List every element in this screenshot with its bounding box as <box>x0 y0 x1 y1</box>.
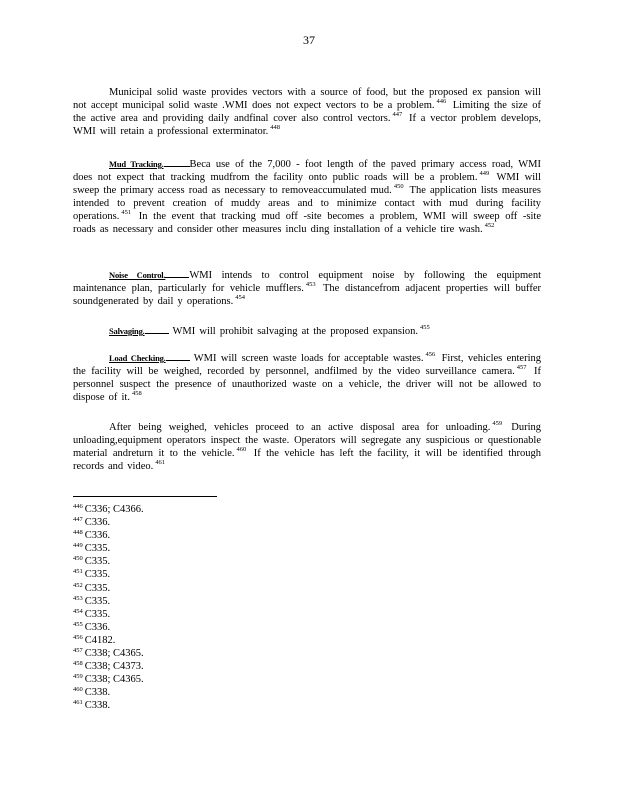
footnote-item <box>73 503 144 516</box>
paragraph-load-checking <box>73 351 541 404</box>
footnote-list <box>73 503 144 713</box>
footnote-number: 460 <box>73 686 83 694</box>
footnote-number: 458 <box>73 660 83 668</box>
footnote-number: 446 <box>73 503 83 510</box>
footnote-text: C336. <box>84 517 111 529</box>
footnote-item <box>73 608 144 621</box>
section-heading: Load Checking. <box>109 353 166 363</box>
footnote-ref[interactable]: 454 <box>235 294 245 302</box>
page-number: 37 <box>303 33 315 47</box>
footnote-text: C335. <box>84 595 111 607</box>
paragraph-text: Limiting the size of the active area and providing daily andfinal cover also control vectors. <box>73 100 541 125</box>
paragraph-noise-control <box>73 268 541 308</box>
footnote-text: C4182. <box>84 634 116 646</box>
paragraph-text: WMI will prohibit salvaging at the proposed expansion. <box>172 326 419 337</box>
heading-underline-gap <box>165 268 189 278</box>
footnote-text: C335. <box>84 608 111 620</box>
paragraph-salvaging <box>73 324 541 338</box>
footnote-item <box>73 529 144 542</box>
paragraph-unloading <box>73 421 541 473</box>
footnote-text: C335. <box>84 543 111 555</box>
footnote-text: C335. <box>84 582 111 594</box>
footnote-item <box>73 673 144 686</box>
footnote-text: C335. <box>84 556 111 568</box>
footnote-number: 450 <box>73 555 83 563</box>
footnote-item <box>73 634 144 647</box>
footnote-ref[interactable]: 452 <box>484 222 495 230</box>
paragraph-mud-tracking <box>73 157 541 237</box>
paragraph-text: WMI will sweep the primary access road as necessary to removeaccumulated mud. <box>73 172 542 197</box>
footnote-text: C335. <box>84 569 111 581</box>
footnote-item <box>73 647 144 660</box>
footnote-item <box>73 568 144 581</box>
paragraph-text: WMI intends to control equipment noise by following the equipment maintenance plan, particularly for vehicle mufflers. <box>73 270 541 295</box>
footnote-number: 455 <box>73 620 83 628</box>
footnote-item <box>73 582 144 595</box>
section-heading: Mud Tracking. <box>109 159 164 169</box>
footnote-text: C338; C4365. <box>84 674 144 686</box>
footnote-ref[interactable]: 457 <box>516 364 527 372</box>
section-heading: Noise Control. <box>109 270 166 280</box>
paragraph-text: During unloading,equipment operators inspect the waste. Operators will segregate any suspicious or questionable material andreturn it to the vehicle. <box>73 422 541 460</box>
footnote-number: 454 <box>73 607 83 615</box>
paragraph-text: Municipal solid waste provides vectors with a source of food, but the proposed ex pansion will not accept municipal solid waste .WMI does not expect vectors to be a problem. <box>73 87 541 112</box>
paragraph-vectors <box>73 86 541 138</box>
paragraph-text: The distancefrom adjacent properties will buffer soundgenerated by dail y operations. <box>73 283 542 308</box>
footnote-ref[interactable]: 450 <box>393 183 404 191</box>
footnote-text: C336. <box>84 530 111 542</box>
footnote-number: 461 <box>73 699 83 707</box>
footnote-ref[interactable]: 446 <box>436 98 447 106</box>
footnote-ref[interactable]: 458 <box>131 390 142 398</box>
footnote-ref[interactable]: 451 <box>121 209 132 217</box>
footnote-item <box>73 555 144 568</box>
paragraph-text: If a vector problem develops, WMI will retain a professional exterminator. <box>73 113 541 138</box>
footnote-number: 448 <box>73 529 83 537</box>
section-heading: Salvaging. <box>109 326 145 336</box>
footnote-item <box>73 660 144 673</box>
footnote-ref[interactable]: 447 <box>392 111 403 119</box>
footnote-ref[interactable]: 448 <box>270 124 281 132</box>
footnote-ref[interactable]: 456 <box>425 351 436 358</box>
paragraph-text: WMI will screen waste loads for acceptable wastes. <box>193 353 424 364</box>
footnote-ref[interactable]: 455 <box>420 324 430 331</box>
footnote-number: 452 <box>73 581 83 589</box>
footnote-item <box>73 699 144 712</box>
paragraph-text: The application lists measures intended to prevent creation of muddy areas and to minimize contact with mud during facility operations. <box>73 185 541 223</box>
footnote-number: 459 <box>73 673 83 681</box>
footnote-ref[interactable]: 460 <box>236 446 247 454</box>
footnote-ref[interactable]: 453 <box>305 281 316 289</box>
footnote-number: 457 <box>73 647 83 655</box>
footnote-item <box>73 686 144 699</box>
paragraph-text: Beca use of the 7,000 - foot length of the paved primary access road, WMI does not expect that tracking mudfrom the facility onto public roads will be a problem. <box>73 159 541 184</box>
footnote-text: C338; C4365. <box>84 648 144 660</box>
footnote-ref[interactable]: 459 <box>492 420 503 427</box>
footnote-number: 449 <box>73 542 83 550</box>
footnote-number: 451 <box>73 568 83 576</box>
footnote-number: 453 <box>73 594 83 602</box>
footnote-text: C338. <box>84 687 111 699</box>
footnote-text: C338; C4373. <box>84 661 144 673</box>
paragraph-text: First, vehicles entering the facility will be weighed, recorded by personnel, andfilmed by the video surveillance camera. <box>73 353 542 378</box>
footnote-separator <box>73 496 217 497</box>
footnote-item <box>73 516 144 529</box>
heading-underline-gap <box>166 351 190 361</box>
footnote-ref[interactable]: 449 <box>479 170 490 178</box>
paragraph-text: If the vehicle has left the facility, it will be identified through records and video. <box>73 448 541 473</box>
footnote-item <box>73 621 144 634</box>
footnote-text: C338. <box>84 700 111 712</box>
footnote-number: 456 <box>73 633 83 641</box>
footnote-item <box>73 595 144 608</box>
footnote-number: 447 <box>73 516 83 524</box>
paragraph-text: In the event that tracking mud off -site becomes a problem, WMI will sweep off -site roads as necessary and consider other measures inclu ding installation of a vehicle tire wash. <box>73 211 541 236</box>
footnote-ref[interactable]: 461 <box>155 459 166 467</box>
paragraph-text: After being weighed, vehicles proceed to an active disposal area for unloading. <box>109 422 491 433</box>
footnote-item <box>73 542 144 555</box>
paragraph-text: If personnel suspect the presence of unauthorized waste on a vehicle, the driver will not be allowed to dispose of it. <box>73 366 541 404</box>
heading-underline-gap <box>145 324 169 334</box>
footnote-text: C336; C4366. <box>84 504 144 515</box>
heading-underline-gap <box>164 157 190 167</box>
footnote-text: C336. <box>84 621 111 633</box>
